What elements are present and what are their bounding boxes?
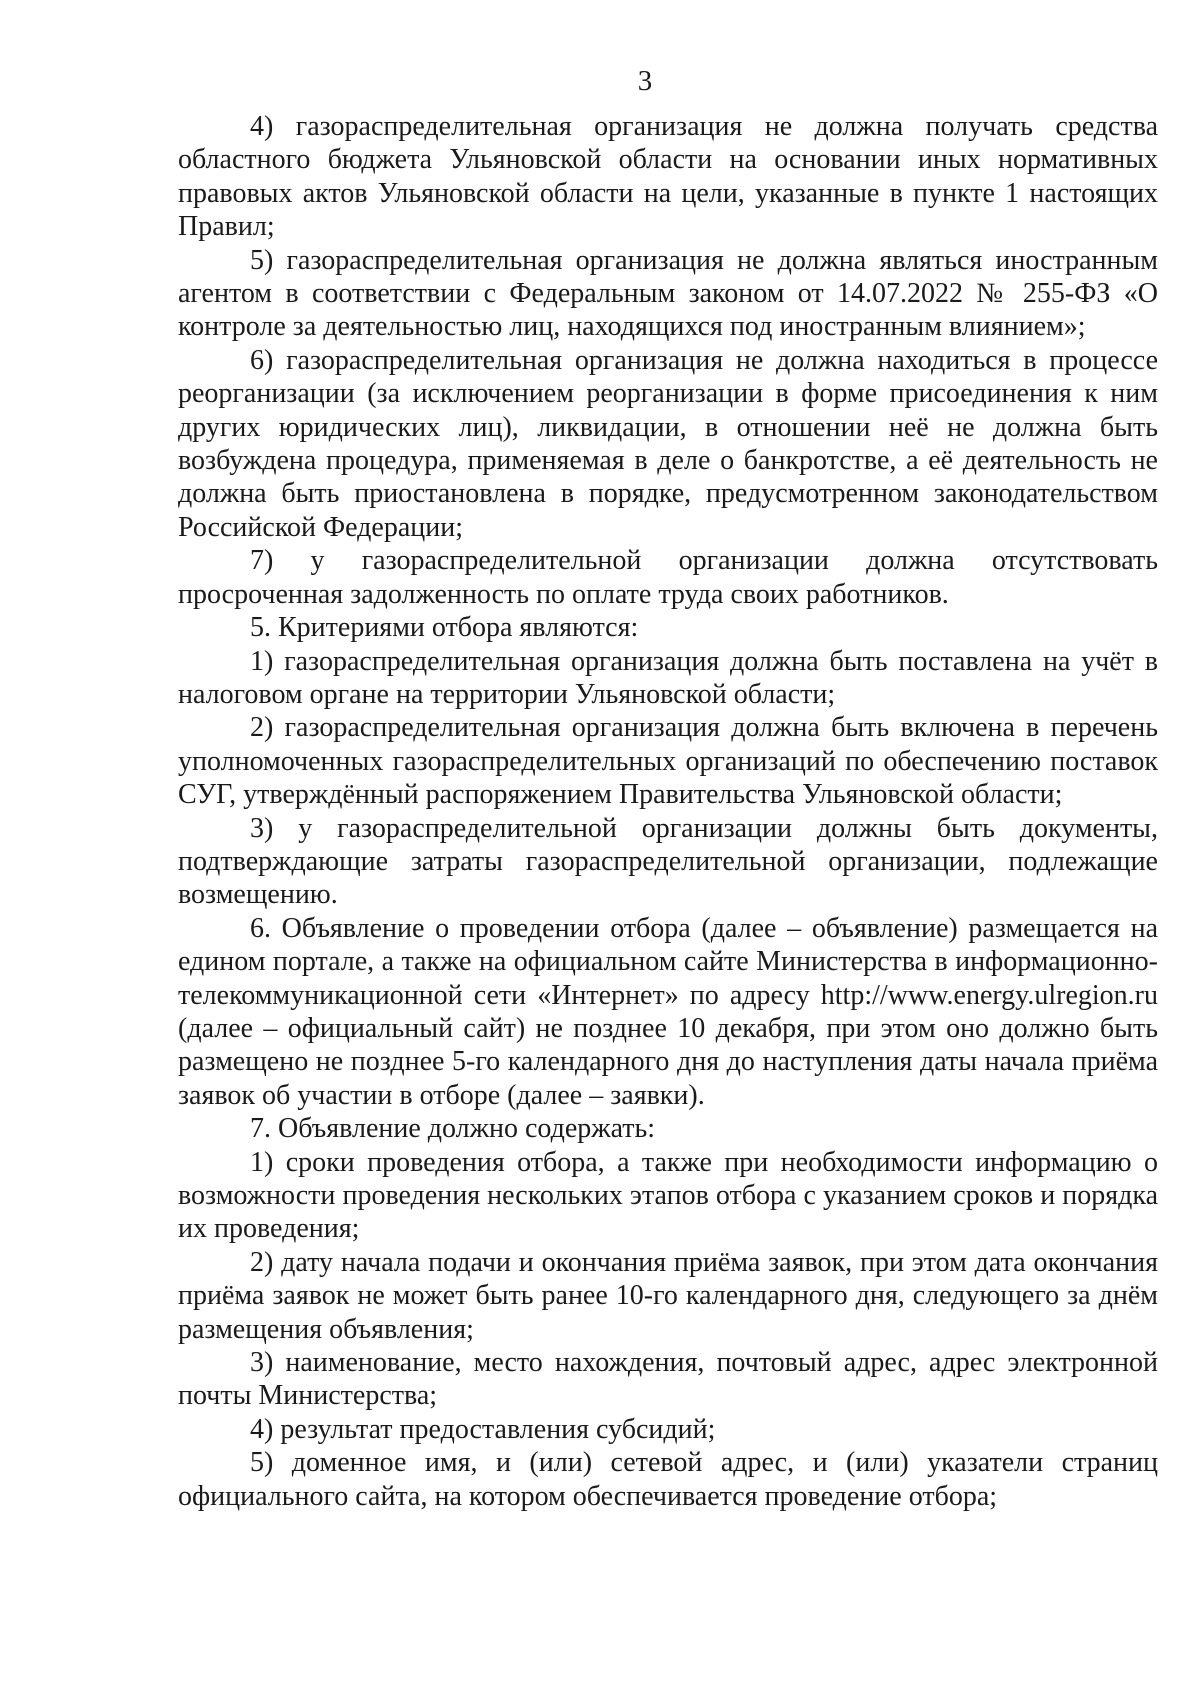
paragraph-criteria-2-authorized-list: 2) газораспределительная организация должна быть включена в перечень уполномоченных газораспределительных организаций по обеспечению поставок СУГ, утверждённый распоряжением Правительства Ульяновской области; [178,712,1158,811]
paragraph-contents-2-dates: 2) дату начала подачи и окончания приёма заявок, при этом дата окончания приёма заявок не может быть ранее 10-го календарного дня, следующего за днём размещения объявления; [178,1246,1158,1345]
document-body [178,110,1158,1513]
paragraph-criteria-1-tax-registration: 1) газораспределительная организация должна быть поставлена на учёт в налоговом органе на территории Ульяновской области; [178,645,1158,710]
paragraph-criteria-3-cost-documents: 3) у газораспределительной организации должны быть документы, подтверждающие затраты газораспределительной организации, подлежащие возмещению. [178,812,1158,911]
paragraph-item-4-foreign-funds: 4) газораспределительная организация не должна получать средства областного бюджета Ульяновской области на основании иных нормативных правовых актов Ульяновской области на цели, указанные в пункте 1 настоящих Правил; [178,111,1158,243]
paragraph-item-6-reorganization: 6) газораспределительная организация не должна находиться в процессе реорганизации (за исключением реорганизации в форме присоединения к ним других юридических лиц), ликвидации, в отношении неё не должна быть возбуждена процедура, применяемая в деле о банкротстве, а её деятельность не должна быть приостановлена в порядке, предусмотренном законодательством Российской Федерации; [178,344,1158,543]
paragraph-section-5-criteria: 5. Критериями отбора являются: [250,612,639,644]
paragraph-contents-4-result: 4) результат предоставления субсидий; [250,1413,716,1445]
paragraph-section-7-contents: 7. Объявление должно содержать: [250,1113,656,1145]
paragraph-contents-5-domain: 5) доменное имя, и (или) сетевой адрес, и (или) указатели страниц официального сайта, на котором обеспечивается проведение отбора; [178,1447,1158,1512]
paragraph-section-6-announcement: 6. Объявление о проведении отбора (далее – объявление) размещается на едином портале, а также на официальном сайте Министерства в информационно-телекоммуникационной сети «Интернет» по адресу http://www.energy.ulregion.ru (далее – официальный сайт) не позднее 10 декабря, при этом оно должно быть размещено не позднее 5-го календарного дня до наступления даты начала приёма заявок об участии в отборе (далее – заявки). [178,912,1158,1111]
paragraph-contents-3-ministry-address: 3) наименование, место нахождения, почтовый адрес, адрес электронной почты Министерства; [178,1347,1158,1412]
paragraph-contents-1-terms: 1) сроки проведения отбора, а также при необходимости информацию о возможности проведения нескольких этапов отбора с указанием сроков и порядка их проведения; [178,1146,1158,1245]
page-number: 3 [637,65,653,97]
paragraph-item-5-foreign-agent: 5) газораспределительная организация не должна являться иностранным агентом в соответствии с Федеральным законом от 14.07.2022 № 255-ФЗ «О контроле за деятельностью лиц, находящихся под иностранным влиянием»; [178,244,1158,343]
paragraph-item-7-wage-arrears: 7) у газораспределительной организации должна отсутствовать просроченная задолженность по оплате труда своих работников. [178,545,1158,610]
